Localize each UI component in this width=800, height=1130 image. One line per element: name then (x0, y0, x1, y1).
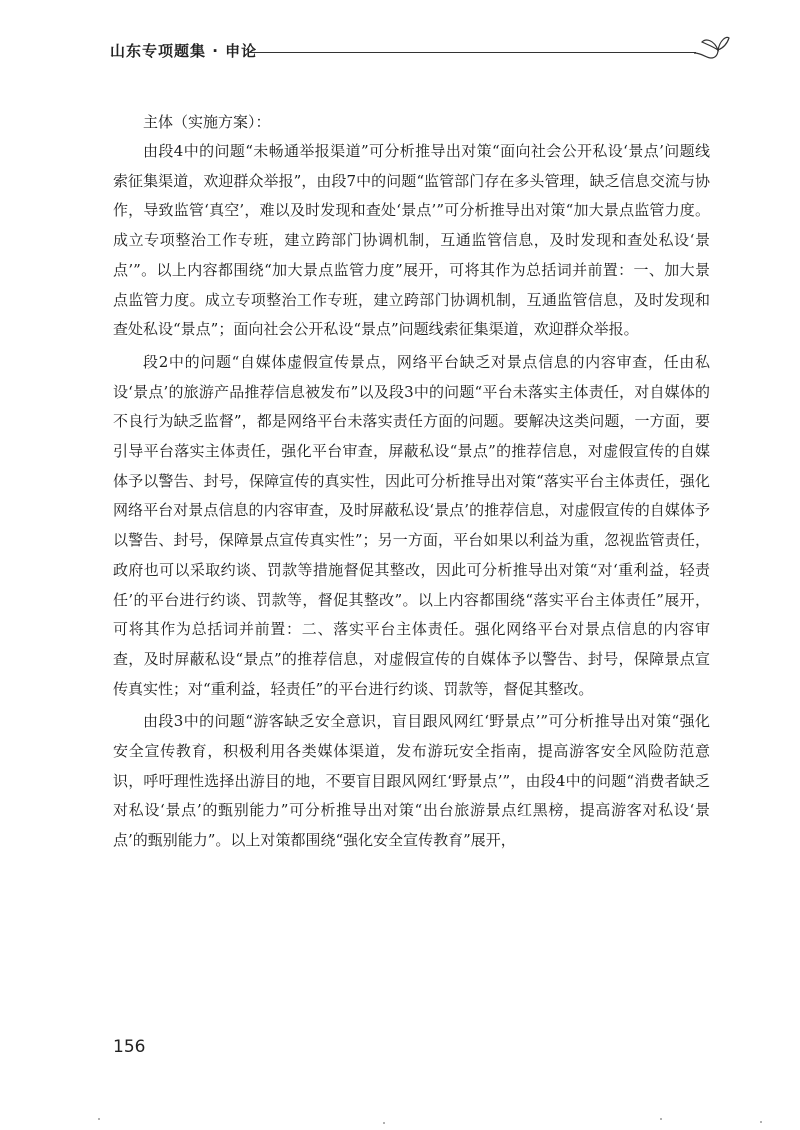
paragraph-2: 段2中的问题“自媒体虚假宣传景点，网络平台缺乏对景点信息的内容审查，任由私设‘景点’的旅游产品推荐信息被发布”以及段3中的问题“平台未落实主体责任，对自媒体的不良行为缺乏监督”，都是网络平台未落实责任方面的问题。要解决这类问题，一方面，要引导平台落实主体责任，强化平台审查，屏蔽私设“景点”的推荐信息，对虚假宣传的自媒体予以警告、封号，保障宣传的真实性，因此可分析推导出对策“落实平台主体责任，强化网络平台对景点信息的内容审查，及时屏蔽私设‘景点’的推荐信息，对虚假宣传的自媒体予以警告、封号，保障景点宣传真实性”；另一方面，平台如果以利益为重，忽视监管责任，政府也可以采取约谈、罚款等措施督促其整改，因此可分析推导出对策“对‘重利益，轻责任’的平台进行约谈、罚款等，督促其整改”。以上内容都围绕“落实平台主体责任”展开，可将其作为总括词并前置：二、落实平台主体责任。强化网络平台对景点信息的内容审查，及时屏蔽私设“景点”的推荐信息，对虚假宣传的自媒体予以警告、封号，保障景点宣传真实性；对“重利益，轻责任”的平台进行约谈、罚款等，督促其整改。 (113, 352, 710, 698)
main-content (113, 108, 710, 859)
running-header (110, 30, 730, 70)
paragraph-1: 由段4中的问题“未畅通举报渠道”可分析推导出对策“面向社会公开私设‘景点’问题线索征集渠道，欢迎群众举报”，由段7中的问题“监管部门存在多头管理，缺乏信息交流与协作，导致监管‘真空’，难以及时发现和查处‘景点’”可分析推导出对策“加大景点监管力度。成立专项整治工作专班，建立跨部门协调机制，互通监管信息，及时发现和查处私设‘景点’”。以上内容都围绕“加大景点监管力度”展开，可将其作为总括词并前置：一、加大景点监管力度。成立专项整治工作专班，建立跨部门协调机制，互通监管信息，及时发现和查处私设“景点”；面向社会公开私设“景点”问题线索征集渠道，欢迎群众举报。 (113, 142, 710, 339)
book-title: 山东专项题集 · 申论 (110, 42, 258, 60)
scan-speck (660, 1118, 662, 1120)
sprout-icon (692, 30, 730, 68)
paragraph-3: 由段3中的问题“游客缺乏安全意识，盲目跟风网红‘野景点’”可分析推导出对策“强化安全宣传教育，积极利用各类媒体渠道，发布游玩安全指南，提高游客安全风险防范意识，呼吁理性选择出游目的地，不要盲目跟风网红‘野景点’”，由段4中的问题“消费者缺乏对私设‘景点’的甄别能力”可分析推导出对策“出台旅游景点红黑榜，提高游客对私设‘景点’的甄别能力”。以上对策都围绕“强化安全宣传教育”展开， (113, 712, 710, 850)
scan-speck (98, 1118, 100, 1120)
page-number: 156 (113, 1037, 146, 1057)
header-rule (248, 52, 696, 53)
scan-speck (383, 1122, 385, 1124)
scan-speck (760, 1121, 762, 1123)
section-label: 主体（实施方案）： (143, 113, 271, 131)
